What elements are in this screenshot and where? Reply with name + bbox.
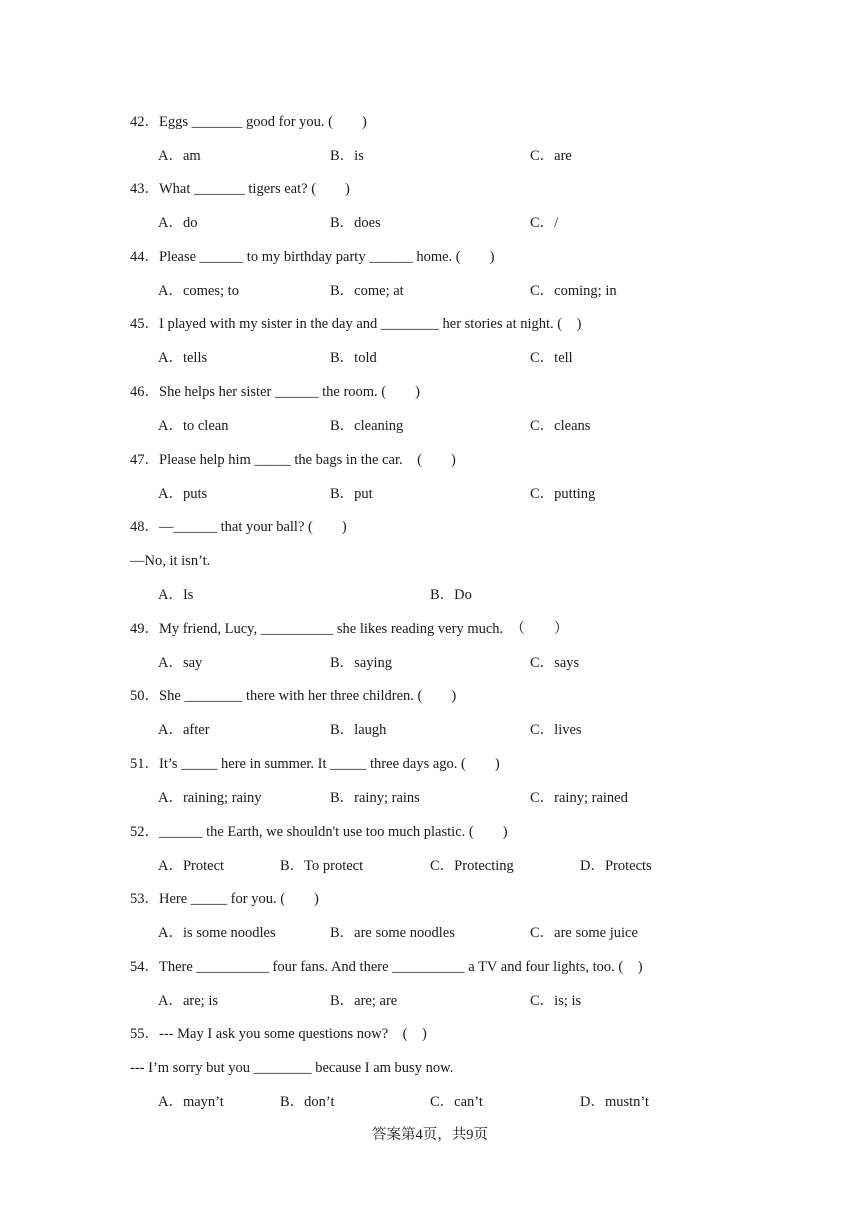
option-a: A．after [158,722,210,738]
page-footer: 答案第4页，共9页 [372,1127,488,1143]
question-text: It’s _____ here in summer. It _____ three days ago. ( ) [159,756,500,772]
question-text: She ________ there with her three children. ( ) [159,688,457,704]
option-a: A．comes; to [158,283,239,299]
question-53 [130,889,319,909]
question-number: 52． [130,824,159,840]
option-a: A．are; is [158,993,218,1009]
option-c: C．are [530,148,572,164]
question-number: 55． [130,1026,159,1042]
question-text: My friend, Lucy, __________ she likes reading very much. （ ） [159,621,569,637]
option-c: C．/ [530,215,559,231]
option-b: B．told [330,350,377,366]
option-b: B．To protect [280,858,364,874]
question-text: --- May I ask you some questions now? ( ) [159,1026,427,1042]
question-52 [130,822,508,842]
question-text: Eggs _______ good for you. ( ) [159,114,367,130]
question-text: I played with my sister in the day and ________ her stories at night. ( ) [159,316,582,332]
option-c: C．says [530,655,580,671]
option-a: A．mayn’t [158,1094,224,1110]
dialogue-reply: —No, it isn’t. [130,553,211,569]
option-b: B．don’t [280,1094,335,1110]
question-46 [130,382,420,402]
dialogue-reply: --- I’m sorry but you ________ because I am busy now. [130,1060,454,1076]
option-a: A．do [158,215,198,231]
option-a: A．Protect [158,858,225,874]
question-text: There __________ four fans. And there __________ a TV and four lights, too. ( ) [159,959,643,975]
option-a: A．is some noodles [158,925,276,941]
question-50 [130,686,456,706]
question-54 [130,957,643,977]
option-b: B．put [330,486,373,502]
question-number: 45． [130,316,159,332]
option-c: C．are some juice [530,925,638,941]
option-c: C．can’t [430,1094,483,1110]
option-c: C．is; is [530,993,582,1009]
question-text: She helps her sister ______ the room. ( ) [159,384,420,400]
question-55 [130,1024,427,1044]
question-42 [130,112,367,132]
question-number: 53． [130,891,159,907]
question-number: 54． [130,959,159,975]
option-b: B．does [330,215,381,231]
question-number: 44． [130,249,159,265]
question-48 [130,517,347,537]
question-text: Here _____ for you. ( ) [159,891,319,907]
option-b: B．come; at [330,283,404,299]
option-a: A．say [158,655,203,671]
question-number: 43． [130,181,159,197]
question-51 [130,754,500,774]
option-b: B．are; are [330,993,398,1009]
question-text: ______ the Earth, we shouldn't use too much plastic. ( ) [159,824,508,840]
option-a: A．am [158,148,201,164]
question-number: 51． [130,756,159,772]
question-number: 47． [130,452,159,468]
question-number: 42． [130,114,159,130]
option-c: C．rainy; rained [530,790,628,806]
question-number: 49． [130,621,159,637]
option-b: B．is [330,148,364,164]
question-47 [130,450,456,470]
question-44 [130,247,494,267]
option-b: B．rainy; rains [330,790,420,806]
option-b: B．Do [430,587,472,603]
option-c: C．tell [530,350,573,366]
option-c: C．lives [530,722,582,738]
option-a: A．Is [158,587,194,603]
option-a: A．puts [158,486,208,502]
question-49 [130,619,568,639]
option-b: B．laugh [330,722,387,738]
option-d: D．mustn’t [580,1094,650,1110]
option-a: A．raining; rainy [158,790,262,806]
option-a: A．to clean [158,418,229,434]
option-c: C．cleans [530,418,591,434]
question-45 [130,314,581,334]
option-b: B．saying [330,655,393,671]
question-text: What _______ tigers eat? ( ) [159,181,350,197]
question-number: 46． [130,384,159,400]
option-b: B．are some noodles [330,925,455,941]
question-text: Please help him _____ the bags in the car. ( ) [159,452,456,468]
option-d: D．Protects [580,858,652,874]
option-a: A．tells [158,350,208,366]
question-number: 48． [130,519,159,535]
question-43 [130,179,350,199]
option-c: C．Protecting [430,858,514,874]
option-c: C．coming; in [530,283,617,299]
option-b: B．cleaning [330,418,404,434]
option-c: C．putting [530,486,596,502]
question-number: 50． [130,688,159,704]
question-text: Please ______ to my birthday party ______ home. ( ) [159,249,495,265]
question-text: —______ that your ball? ( ) [159,519,347,535]
